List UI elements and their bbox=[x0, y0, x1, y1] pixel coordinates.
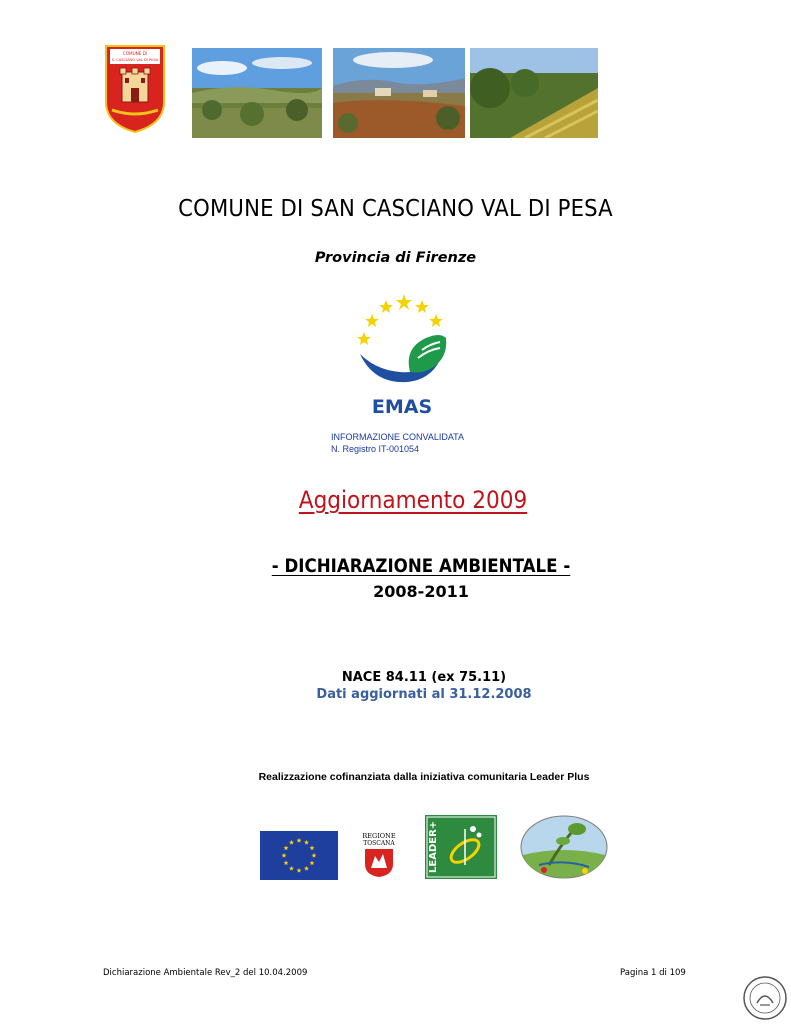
cofinanced-note: Realizzazione cofinanziata dalla iniziativa comunitaria Leader Plus bbox=[258, 771, 590, 783]
gal-circular-logo bbox=[519, 815, 609, 879]
leader-plus-logo bbox=[425, 815, 497, 879]
landscape-photo-1 bbox=[192, 48, 322, 138]
footer-document-info: Dichiarazione Ambientale Rev_2 del 10.04.2009 bbox=[103, 968, 308, 978]
landscape-photo-3 bbox=[470, 48, 598, 138]
regione-text-2: TOSCANA bbox=[363, 840, 395, 847]
data-updated-date: Dati aggiornati al 31.12.2008 bbox=[316, 687, 532, 702]
nace-code: NACE 84.11 (ex 75.11) bbox=[341, 670, 507, 685]
page-title: COMUNE DI SAN CASCIANO VAL DI PESA bbox=[178, 196, 613, 222]
period-years: 2008-2011 bbox=[373, 582, 469, 601]
landscape-photo-2 bbox=[333, 48, 465, 138]
validation-note-line2: N. Registro IT-001054 bbox=[331, 443, 420, 454]
regione-toscana-logo bbox=[361, 830, 397, 878]
update-title: Aggiornamento 2009 bbox=[298, 486, 528, 514]
validation-note-line1: INFORMAZIONE CONVALIDATA bbox=[331, 432, 465, 442]
province-subtitle: Provincia di Firenze bbox=[314, 250, 477, 266]
regione-text-1: REGIONE bbox=[362, 832, 396, 840]
footer-page-number: Pagina 1 di 109 bbox=[620, 968, 686, 978]
emas-logo bbox=[352, 292, 452, 418]
crest-text-1: COMUNE DI bbox=[122, 51, 148, 56]
crest-text-2: S. CASCIANO VAL DI PESA bbox=[111, 58, 159, 62]
eu-flag-logo bbox=[260, 831, 338, 880]
municipal-crest-logo bbox=[104, 44, 166, 134]
certification-seal-icon bbox=[742, 975, 788, 1021]
emas-logo-text: EMAS bbox=[371, 396, 433, 418]
declaration-heading: - DICHIARAZIONE AMBIENTALE - bbox=[271, 556, 571, 577]
validation-note bbox=[331, 432, 464, 455]
leader-logo-text: LEADER+ bbox=[428, 820, 439, 873]
